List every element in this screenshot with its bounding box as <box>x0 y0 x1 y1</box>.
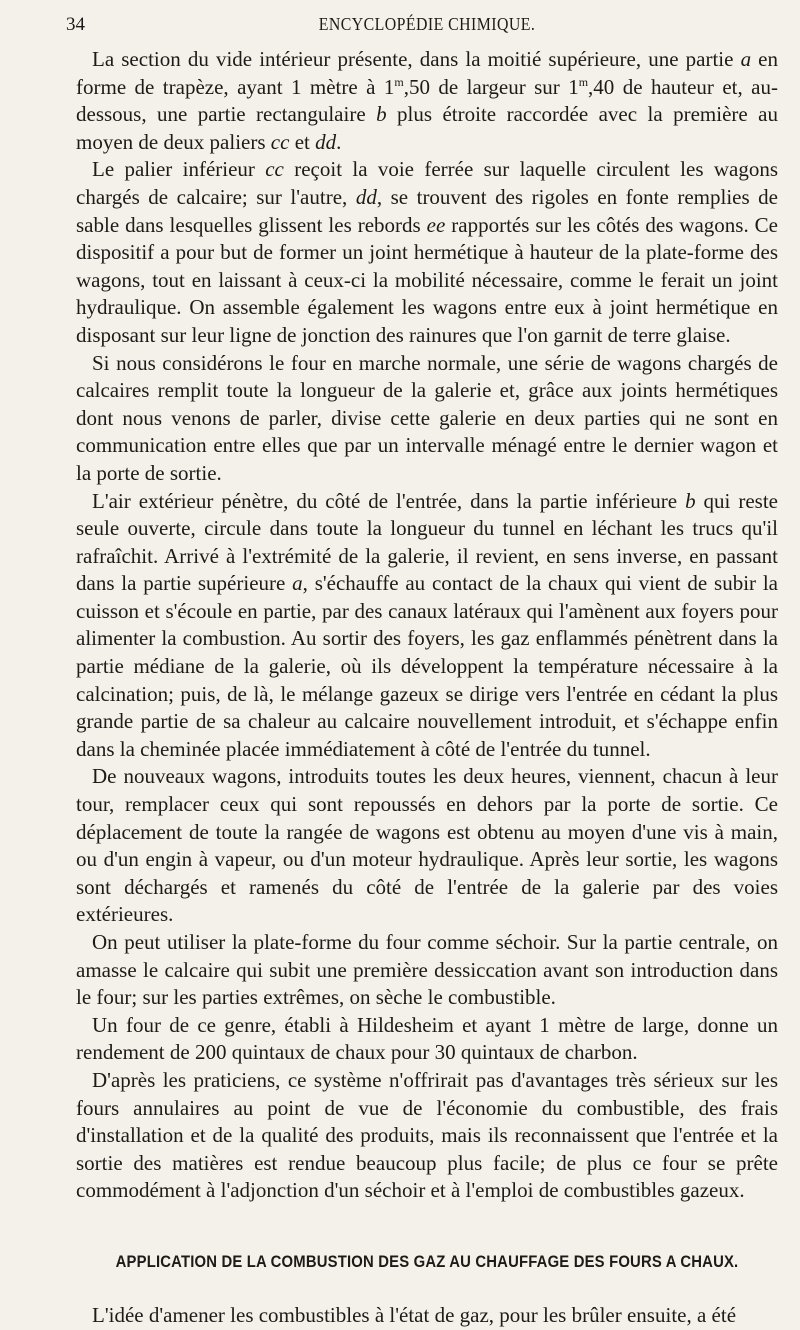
paragraph-list <box>76 46 778 1205</box>
text-run: . <box>336 129 342 154</box>
body-paragraph <box>76 350 778 488</box>
text-run: et <box>289 129 316 154</box>
italic-symbol: dd <box>315 129 337 154</box>
body-paragraph <box>76 1067 778 1205</box>
body-paragraph <box>76 929 778 1012</box>
text-run: reçoit la voie ferrée sur laquelle circulent les wagons chargés de calcaire; sur l'autre, <box>76 157 778 209</box>
text-run: , s'échauffe au contact de la chaux qui vient de subir la cuisson et s'écoule en partie, par des canaux latéraux qui l'amènent aux foyers pour alimenter la combustion. Au sortir des foyers, les gaz enflammés pénètrent dans la partie médiane de la galerie, où ils développent la température nécessaire à la calcination; puis, de là, le mélange gazeux se dirige vers l'entrée en cédant la plus grande partie de sa chaleur au calcaire nouvellement introduit, et s'échappe enfin dans la cheminée placée immédiatement à côté de l'entrée du tunnel. <box>76 571 778 761</box>
italic-symbol: b <box>376 102 387 127</box>
text-run: La section du vide intérieur présente, dans la moitié supérieure, une partie <box>92 47 741 71</box>
italic-symbol: cc <box>270 129 290 154</box>
superscript-unit: m <box>578 74 589 89</box>
text-run: L'idée d'amener les combustibles à l'état de gaz, pour les brûler ensuite, a été <box>92 1302 737 1327</box>
text-run: , se trouvent des rigoles en fonte remplies de sable dans lesquelles glissent les rebords <box>76 184 778 237</box>
text-run: en forme de trapèze, ayant 1 mètre à 1 <box>76 47 778 99</box>
text-run: Un four de ce genre, établi à Hildesheim et ayant 1 mètre de large, donne un rendement de 200 quintaux de chaux pour 30 quintaux de charbon. <box>76 1012 778 1065</box>
text-run: On peut utiliser la plate-forme du four comme séchoir. Sur la partie centrale, on amasse le calcaire qui subit une première dessiccation avant son introduction dans le four; sur les parties extrêmes, on sèche le combustible. <box>76 930 778 1010</box>
italic-symbol: cc <box>265 157 284 182</box>
page-number: 34 <box>66 14 85 35</box>
italic-symbol: ee <box>426 212 446 237</box>
page-header <box>66 10 778 36</box>
text-run: qui reste seule ouverte, circule dans toute la longueur du tunnel en léchant les trucs qu'il rafraîchit. Arrivé à l'extrémité de la galerie, il revient, en sens inverse, en passant dans la partie supérieure <box>76 488 779 596</box>
italic-symbol: dd <box>355 184 377 209</box>
text-run: Le palier inférieur <box>92 157 266 182</box>
superscript-unit: m <box>394 74 404 89</box>
running-head: ENCYCLOPÉDIE CHIMIQUE. <box>318 14 536 34</box>
text-run: Si nous considérons le four en marche normale, une série de wagons chargés de calcaires remplit toute la longueur de la galerie et, grâce aux joints hermétiques dont nous venons de parler, divise cette galerie en deux parties qui ne sont en communication entre elles que par un intervalle ménagé entre le dernier wagon et la porte de sortie. <box>76 350 778 485</box>
closing-paragraph <box>76 1302 778 1330</box>
text-run: De nouveaux wagons, introduits toutes les deux heures, viennent, chacun à leur tour, remplacer ceux qui sont repoussés en dehors par la porte de sortie. Ce déplacement de toute la rangée de wagons est obtenu au moyen d'une vis à main, ou d'un engin à vapeur, ou d'un moteur hydraulique. Après leur sortie, les wagons sont déchargés et ramenés du côté de l'entrée de la galerie par des voies extérieures. <box>76 764 778 927</box>
text-run: ,50 de largeur sur 1 <box>403 74 579 99</box>
text-run: rapportés sur les côtés des wagons. Ce dispositif a pour but de former un joint hermétique à hauteur de la plate-forme des wagons, tout en laissant à ceux-ci la mobilité nécessaire, comme le ferait un joint hydraulique. On assemble également les wagons entre eux à joint hermétique en disposant sur leur ligne de jonction des rainures que l'on garnit de terre glaise. <box>76 212 778 347</box>
text-run: plus étroite raccordée avec la première au moyen de deux paliers <box>76 102 778 154</box>
italic-symbol: a <box>292 571 303 596</box>
italic-symbol: b <box>685 488 696 513</box>
body-text <box>76 46 778 1330</box>
text-run: ,40 de hauteur et, au-dessous, une partie rectangulaire <box>76 74 778 127</box>
italic-symbol: a <box>740 47 752 71</box>
body-paragraph <box>76 156 778 349</box>
text-run: L'air extérieur pénètre, du côté de l'entrée, dans la partie inférieure <box>92 488 686 513</box>
body-paragraph <box>76 763 778 929</box>
text-run: D'après les praticiens, ce système n'offrirait pas d'avantages très sérieux sur les fours annulaires au point de vue de l'économie du combustible, des frais d'installation et de la qualité des produits, mais ils reconnaissent que l'entrée et la sortie des matières est rendue beaucoup plus facile; de plus ce four se prête commodément à l'adjonction d'un séchoir et à l'emploi de combustibles gazeux. <box>76 1067 778 1203</box>
section-heading: APPLICATION DE LA COMBUSTION DES GAZ AU CHAUFFAGE DES FOURS A CHAUX. <box>115 1252 739 1271</box>
body-paragraph <box>76 1012 778 1067</box>
body-paragraph <box>76 488 778 764</box>
body-paragraph <box>76 46 778 156</box>
